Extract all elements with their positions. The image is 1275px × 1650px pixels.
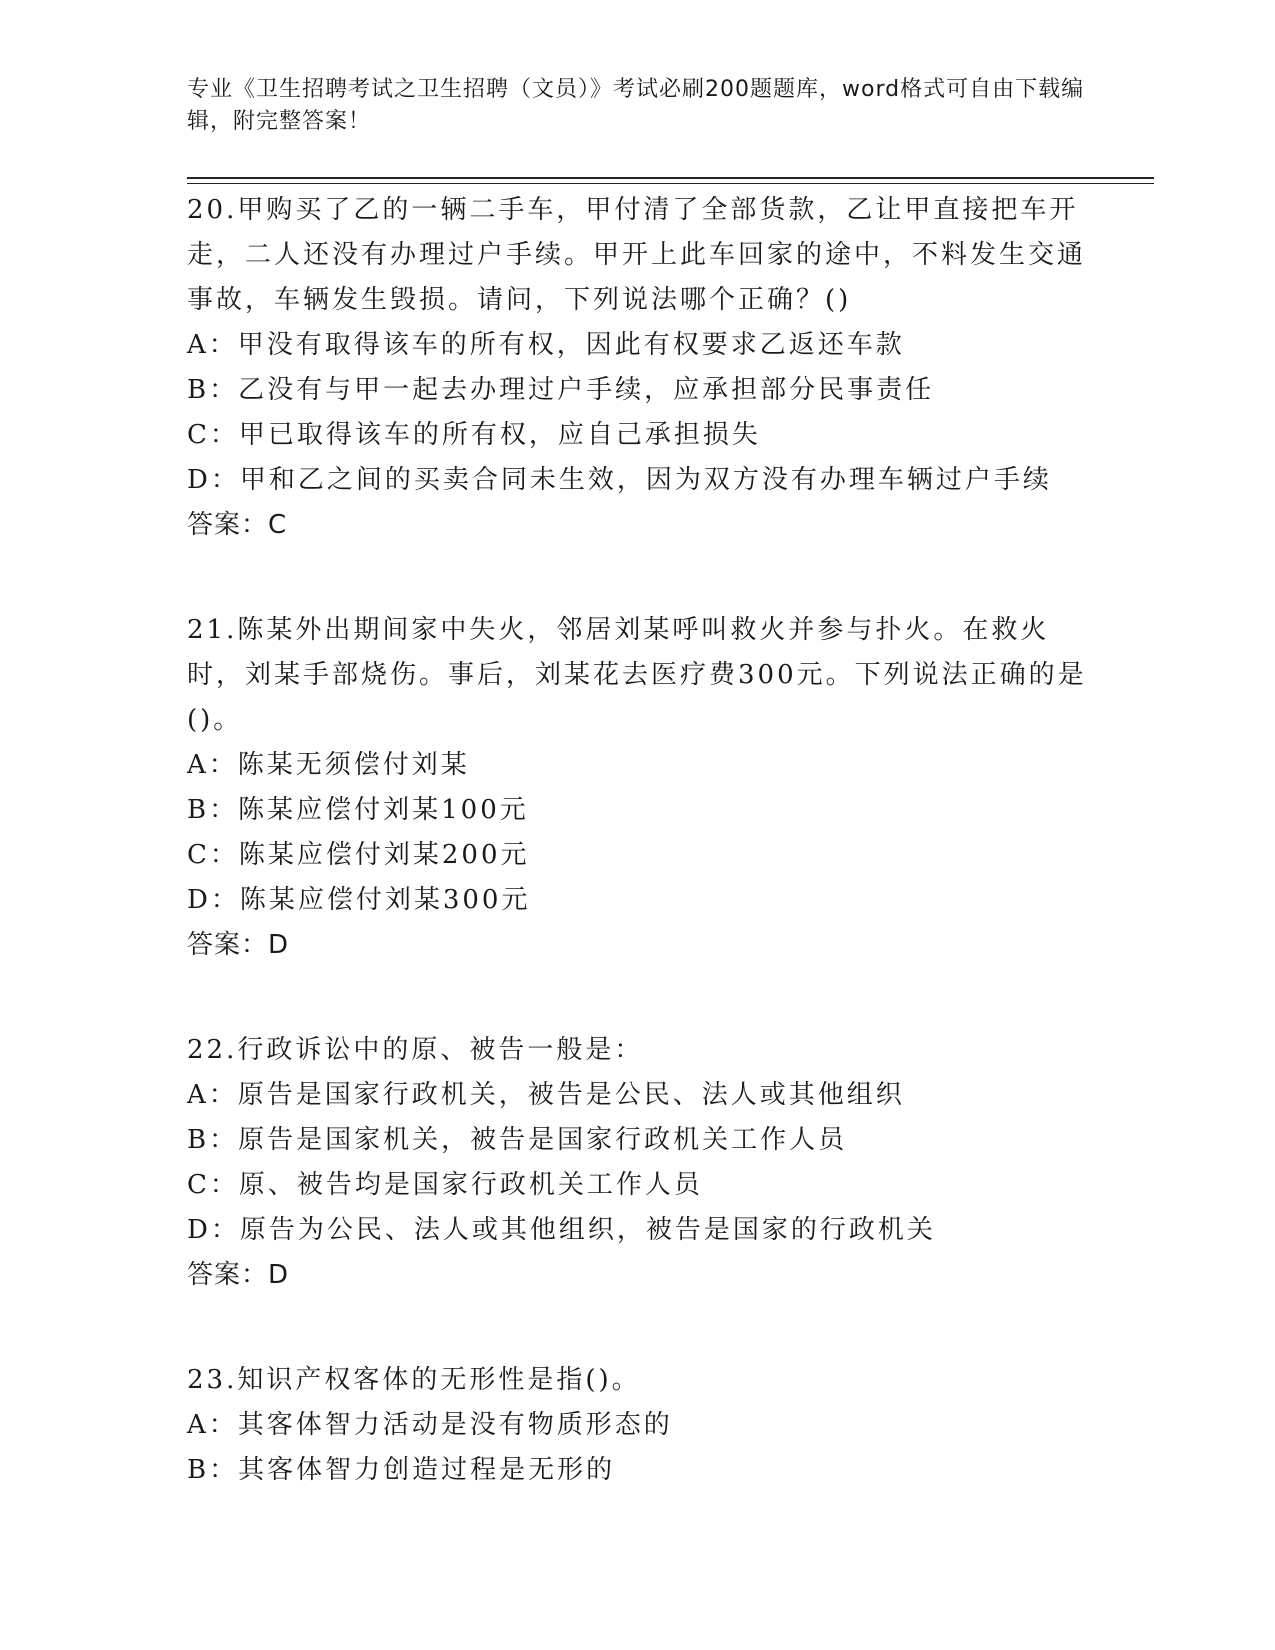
header-divider-top xyxy=(187,177,1154,179)
question-stem: 20.甲购买了乙的一辆二手车，甲付清了全部货款，乙让甲直接把车开走，二人还没有办理过户手续。甲开上此车回家的途中，不料发生交通事故，车辆发生毁损。请问，下列说法哪个正确？() xyxy=(187,195,1087,315)
question-22 xyxy=(187,1028,1087,1298)
question-20 xyxy=(187,188,1087,548)
option-a: A：陈某无须偿付刘某 xyxy=(187,750,470,780)
option-c: C：陈某应偿付刘某200元 xyxy=(187,840,530,870)
option-a: A：其客体智力活动是没有物质形态的 xyxy=(187,1410,673,1440)
option-b: B：陈某应偿付刘某100元 xyxy=(187,795,529,825)
question-stem: 21.陈某外出期间家中失火，邻居刘某呼叫救火并参与扑火。在救火时，刘某手部烧伤。事后，刘某花去医疗费300元。下列说法正确的是()。 xyxy=(187,615,1087,735)
option-b: B：其客体智力创造过程是无形的 xyxy=(187,1455,616,1485)
option-b: B：原告是国家机关，被告是国家行政机关工作人员 xyxy=(187,1125,848,1155)
question-23 xyxy=(187,1358,1087,1493)
header-divider-bottom xyxy=(187,183,1154,184)
option-d: D：原告为公民、法人或其他组织，被告是国家的行政机关 xyxy=(187,1215,936,1245)
answer-line: 答案：C xyxy=(187,510,288,540)
option-d: D：陈某应偿付刘某300元 xyxy=(187,885,531,915)
answer-line: 答案：D xyxy=(187,1260,290,1290)
option-b: B：乙没有与甲一起去办理过户手续，应承担部分民事责任 xyxy=(187,375,935,405)
document-header: 专业《卫生招聘考试之卫生招聘（文员）》考试必刷200题题库，word格式可自由下载编辑，附完整答案！ xyxy=(187,77,1085,134)
question-stem: 23.知识产权客体的无形性是指()。 xyxy=(187,1365,641,1395)
question-list xyxy=(187,188,1087,1553)
question-stem: 22.行政诉讼中的原、被告一般是： xyxy=(187,1035,644,1065)
option-a: A：原告是国家行政机关，被告是公民、法人或其他组织 xyxy=(187,1080,905,1110)
option-c: C：甲已取得该车的所有权，应自己承担损失 xyxy=(187,420,761,450)
answer-line: 答案：D xyxy=(187,930,290,960)
question-21 xyxy=(187,608,1087,968)
option-a: A：甲没有取得该车的所有权，因此有权要求乙返还车款 xyxy=(187,330,905,360)
option-d: D：甲和乙之间的买卖合同未生效，因为双方没有办理车辆过户手续 xyxy=(187,465,1052,495)
option-c: C：原、被告均是国家行政机关工作人员 xyxy=(187,1170,703,1200)
